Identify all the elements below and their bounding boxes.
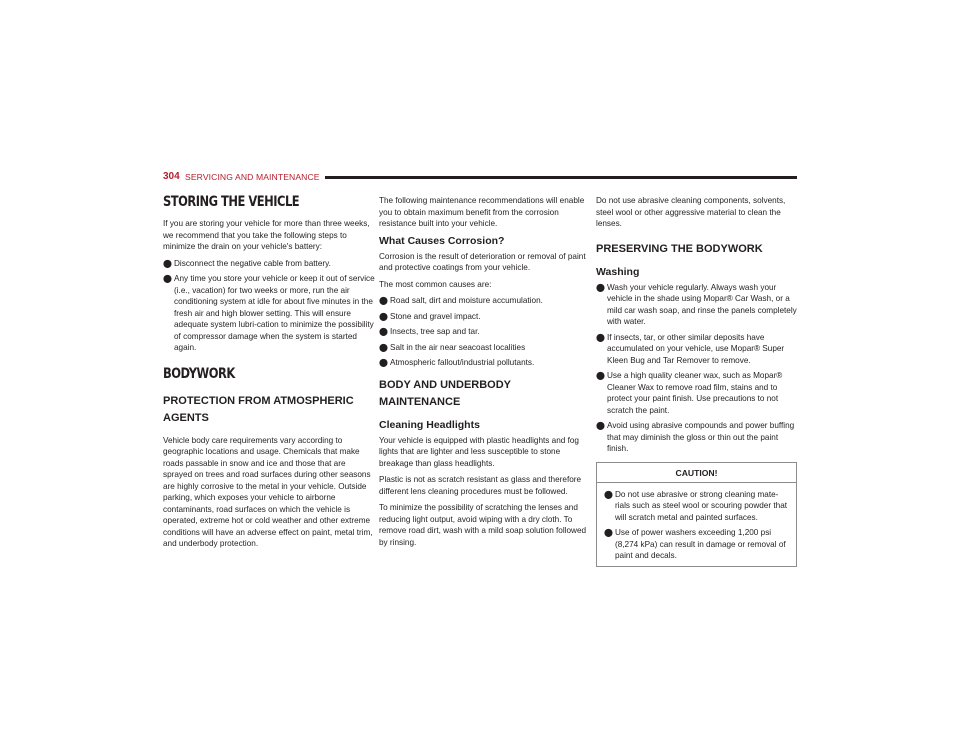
list-item: ⬤ If insects, tar, or other similar deposits have accumulated on your vehicle, use Mopar® Super Kleen Bug and Tar Remover to remove. [596,332,785,365]
causes-intro: The most common causes are: [379,279,492,289]
list-item: ⬤ Use a high quality cleaner wax, such as Mopar® Cleaner Wax to remove road film, stains and to protect your paint finish. Use precautions to not scratch the paint. [596,371,783,415]
list-item: ⬤ Stone and gravel impact. [379,311,481,321]
bullet-icon: ⬤ [596,371,605,380]
abrasive-text: Do not use abrasive cleaning components, solvents, steel wool or other aggressive material to clean the lenses. [596,196,786,228]
column-2 [379,195,592,553]
list-item: ⬤ Road salt, dirt and moisture accumulation. [379,296,543,305]
storing-vehicle-heading: STORING THE VEHICLE [163,194,300,210]
section-title: SERVICING AND MAINTENANCE [185,172,320,182]
washing-list [596,282,797,455]
headlights-text-2: Plastic is not as scratch resistant as glass and therefore different lens cleaning procedures must be followed. [379,475,582,496]
header-rule [325,176,797,179]
caution-box [596,462,797,567]
bullet-icon: ⬤ [596,282,605,292]
bullet-icon: ⬤ [604,528,613,537]
caution-title: CAUTION! [597,463,796,483]
bullet-icon: ⬤ [379,296,388,305]
headlights-heading: Cleaning Headlights [379,418,480,431]
list-item: ⬤ Wash your vehicle regularly. Always wash your vehicle in the shade using Mopar® Car Wash, or a mild car wash soap, and rinse the panels completely with water. [596,282,797,326]
storing-intro: If you are storing your vehicle for more than three weeks, we recommend that you take the following steps to minimize the drain on your vehicle's battery: [163,219,370,251]
bullet-icon: ⬤ [379,311,388,321]
corrosion-text: Corrosion is the result of deterioration or removal of paint and protective coatings from your vehicle. [379,251,586,272]
maintenance-intro: The following maintenance recommendations will enable you to obtain maximum benefit from the corrosion resistance built into your vehicle. [379,196,585,228]
bodywork-heading: BODYWORK [163,365,235,382]
bullet-icon: ⬤ [379,358,388,367]
corrosion-heading: What Causes Corrosion? [379,234,505,247]
list-item: ⬤ Atmospheric fallout/industrial pollutants. [379,358,535,367]
bullet-icon: ⬤ [163,274,172,283]
protection-text: Vehicle body care requirements vary according to geographic locations and usage. Chemicals that make roads passable in snow and ice and those that are sprayed on trees and road surfaces during other seasons are highly corrosive to the metal in your vehicle. Outside parking, which exposes your vehicle to airborne contaminants, road surfaces on which the vehicle is operated, extreme hot or cold weather and other extreme conditions will have an adverse effect on paint, metal trim, and underbody protection. [163,435,373,548]
protection-heading: PROTECTION FROM ATMOSPHERIC AGENTS [163,394,354,424]
list-item: ⬤ Avoid using abrasive compounds and power buffing that may diminish the gloss or thin out the paint finish. [596,421,795,453]
washing-heading: Washing [596,265,640,278]
column-1 [163,194,376,555]
bullet-icon: ⬤ [596,421,605,430]
storing-bullet-list [163,258,376,354]
list-item: ⬤ Disconnect the negative cable from battery. [163,258,331,268]
caution-list [597,483,796,562]
preserving-heading: PRESERVING THE BODYWORK [596,242,763,255]
list-item: ⬤ Use of power washers exceeding 1,200 psi (8,274 kPa) can result in damage or removal of paint and decals. [604,528,786,560]
column-3 [596,195,797,567]
list-item: ⬤ Do not use abrasive or strong cleaning mate-rials such as steel wool or scouring powder that will scratch metal and painted surfaces. [604,489,788,522]
bullet-icon: ⬤ [379,327,388,336]
bullet-icon: ⬤ [596,332,605,342]
causes-list [379,295,592,369]
page-number: 304 [163,171,180,182]
list-item: ⬤ Any time you store your vehicle or keep it out of service (i.e., vacation) for two weeks or more, run the air conditioning system at idle for about five minutes in the fresh air and high blower setting. This will ensure adequate system lubri-cation to minimize the possibility of compressor damage when the system is started again. [163,274,375,352]
page-header [163,171,797,187]
list-item: ⬤ Insects, tree sap and tar. [379,327,480,336]
bullet-icon: ⬤ [379,342,388,352]
bullet-icon: ⬤ [604,489,613,499]
headlights-text-3: To minimize the possibility of scratching the lenses and reducing light output, avoid wiping with a dry cloth. To remove road dirt, wash with a mild soap solution followed by rinsing. [379,503,587,547]
list-item: ⬤ Salt in the air near seacoast localities [379,342,526,352]
bullet-icon: ⬤ [163,258,172,268]
headlights-text-1: Your vehicle is equipped with plastic headlights and fog lights that are lighter and less susceptible to stone breakage than glass headlights. [379,435,579,468]
underbody-heading: BODY AND UNDERBODY MAINTENANCE [379,378,511,408]
